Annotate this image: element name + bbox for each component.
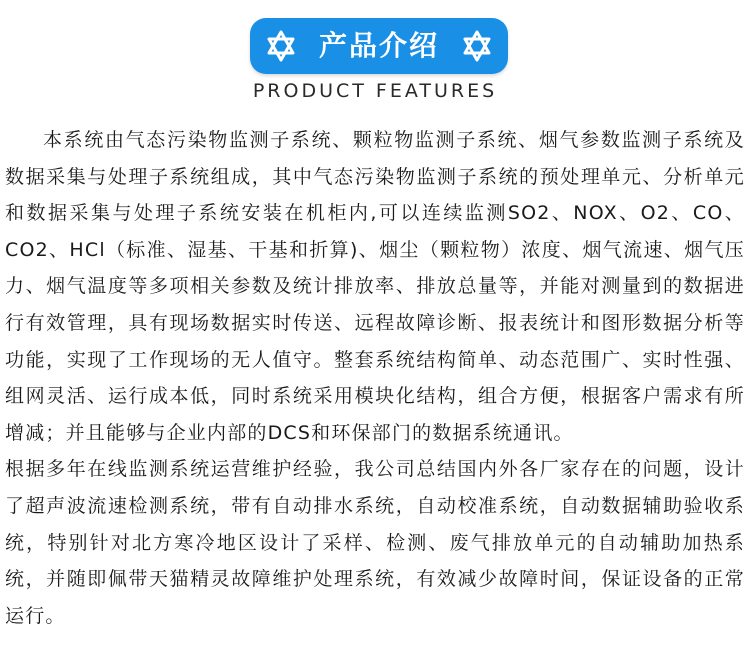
star-of-david-icon xyxy=(460,29,494,63)
description-paragraph-2: 根据多年在线监测系统运营维护经验，我公司总结国内外各厂家存在的问题，设计了超声波流速检测系统，带有自动排水系统，自动校准系统，自动数据辅助验收系统，特别针对北方寒冷地区设计了采样、检测、废气排放单元的自动辅助加热系统，并随即佩带天猫精灵故障维护处理系统，有效减少故障时间，保证设备的正常运行。 xyxy=(5,458,745,627)
page-subtitle: PRODUCT FEATURES xyxy=(252,80,498,102)
title-banner xyxy=(250,18,508,74)
section-header xyxy=(0,0,750,110)
product-description xyxy=(5,122,745,634)
page-title: 产品介绍 xyxy=(318,29,439,62)
description-paragraph-1: 本系统由气态污染物监测子系统、颗粒物监测子系统、烟气参数监测子系统及数据采集与处理子系统组成，其中气态污染物监测子系统的预处理单元、分析单元和数据采集与处理子系统安装在机柜内,可以连续监测SO2、NOX、O2、CO、CO2、HCl（标准、湿基、干基和折算)、烟尘（颗粒物）浓度、烟气流速、烟气压力、烟气温度等多项相关参数及统计排放率、排放总量等，并能对测量到的数据进行有效管理，具有现场数据实时传送、远程故障诊断、报表统计和图形数据分析等功能，实现了工作现场的无人值守。整套系统结构简单、动态范围广、实时性强、组网灵活、运行成本低，同时系统采用模块化结构，组合方便，根据客户需求有所增减；并且能够与企业内部的DCS和环保部门的数据系统通讯。 xyxy=(5,129,745,444)
